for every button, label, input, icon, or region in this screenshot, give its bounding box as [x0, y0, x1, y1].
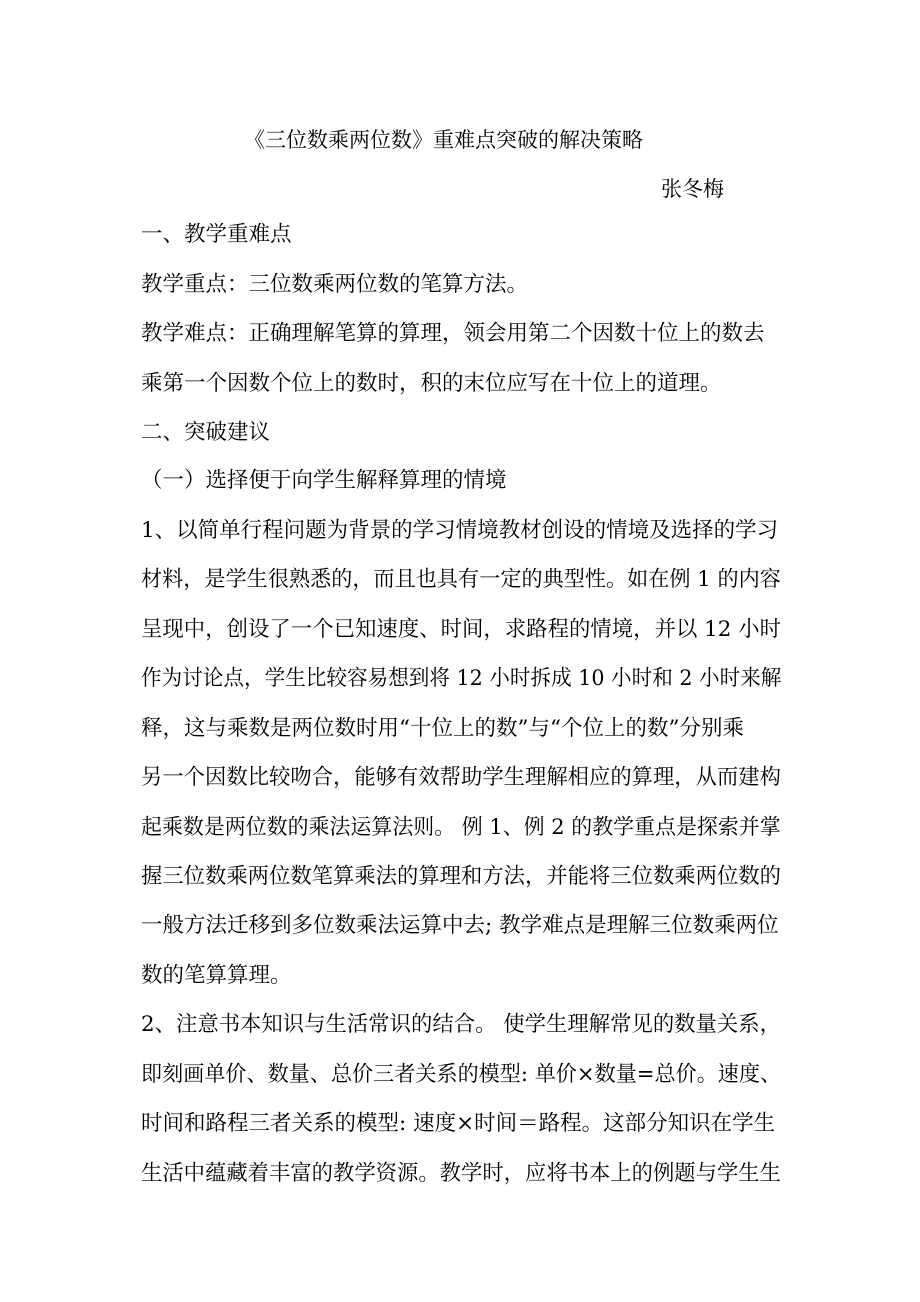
paragraph-line: 作为讨论点，学生比较容易想到将 12 小时拆成 10 小时和 2 小时来解: [141, 666, 782, 691]
paragraph-line: 1、以简单行程问题为背景的学习情境教材创设的情境及选择的学习: [141, 518, 779, 543]
paragraph-line: 教学难点：正确理解笔算的算理，领会用第二个因数十位上的数去: [141, 321, 765, 346]
paragraph-line: 起乘数是两位数的乘法运算法则。 例 1、例 2 的教学重点是探索并掌: [141, 815, 781, 840]
paragraph-line: 另一个因数比较吻合，能够有效帮助学生理解相应的算理，从而建构: [141, 765, 781, 790]
subsection-heading: （一）选择便于向学生解释算理的情境: [141, 468, 507, 493]
paragraph-line: 数的笔算算理。: [141, 963, 292, 988]
paragraph-line: 一般方法迁移到多位数乘法运算中去; 教学难点是理解三位数乘两位: [141, 913, 779, 938]
section-heading-1: 一、教学重难点: [141, 222, 292, 247]
document-author: 张冬梅: [661, 177, 724, 201]
paragraph-line: 即刻画单价、数量、总价三者关系的模型: 单价×数量=总价。速度、: [141, 1062, 782, 1087]
paragraph-line: 时间和路程三者关系的模型: 速度×时间＝路程。这部分知识在学生: [141, 1111, 776, 1136]
paragraph-line: 乘第一个因数个位上的数时，积的末位应写在十位上的道理。: [141, 371, 722, 396]
paragraph-line: 释，这与乘数是两位数时用“十位上的数”与“个位上的数”分别乘: [141, 716, 744, 741]
paragraph-line: 生活中蕴藏着丰富的教学资源。教学时，应将书本上的例题与学生生: [141, 1161, 781, 1186]
document-title: 《三位数乘两位数》重难点突破的解决策略: [244, 128, 643, 152]
paragraph-line: 握三位数乘两位数笔算乘法的算理和方法，并能将三位数乘两位数的: [141, 864, 781, 889]
section-heading-2: 二、突破建议: [141, 420, 271, 445]
paragraph-line: 教学重点：三位数乘两位数的笔算方法。: [141, 272, 529, 297]
paragraph-line: 材料，是学生很熟悉的，而且也具有一定的典型性。如在例 1 的内容: [141, 567, 781, 592]
paragraph-line: 呈现中，创设了一个已知速度、时间，求路程的情境，并以 12 小时: [141, 617, 782, 642]
paragraph-line: 2、注意书本知识与生活常识的结合。 使学生理解常见的数量关系，: [141, 1012, 782, 1037]
